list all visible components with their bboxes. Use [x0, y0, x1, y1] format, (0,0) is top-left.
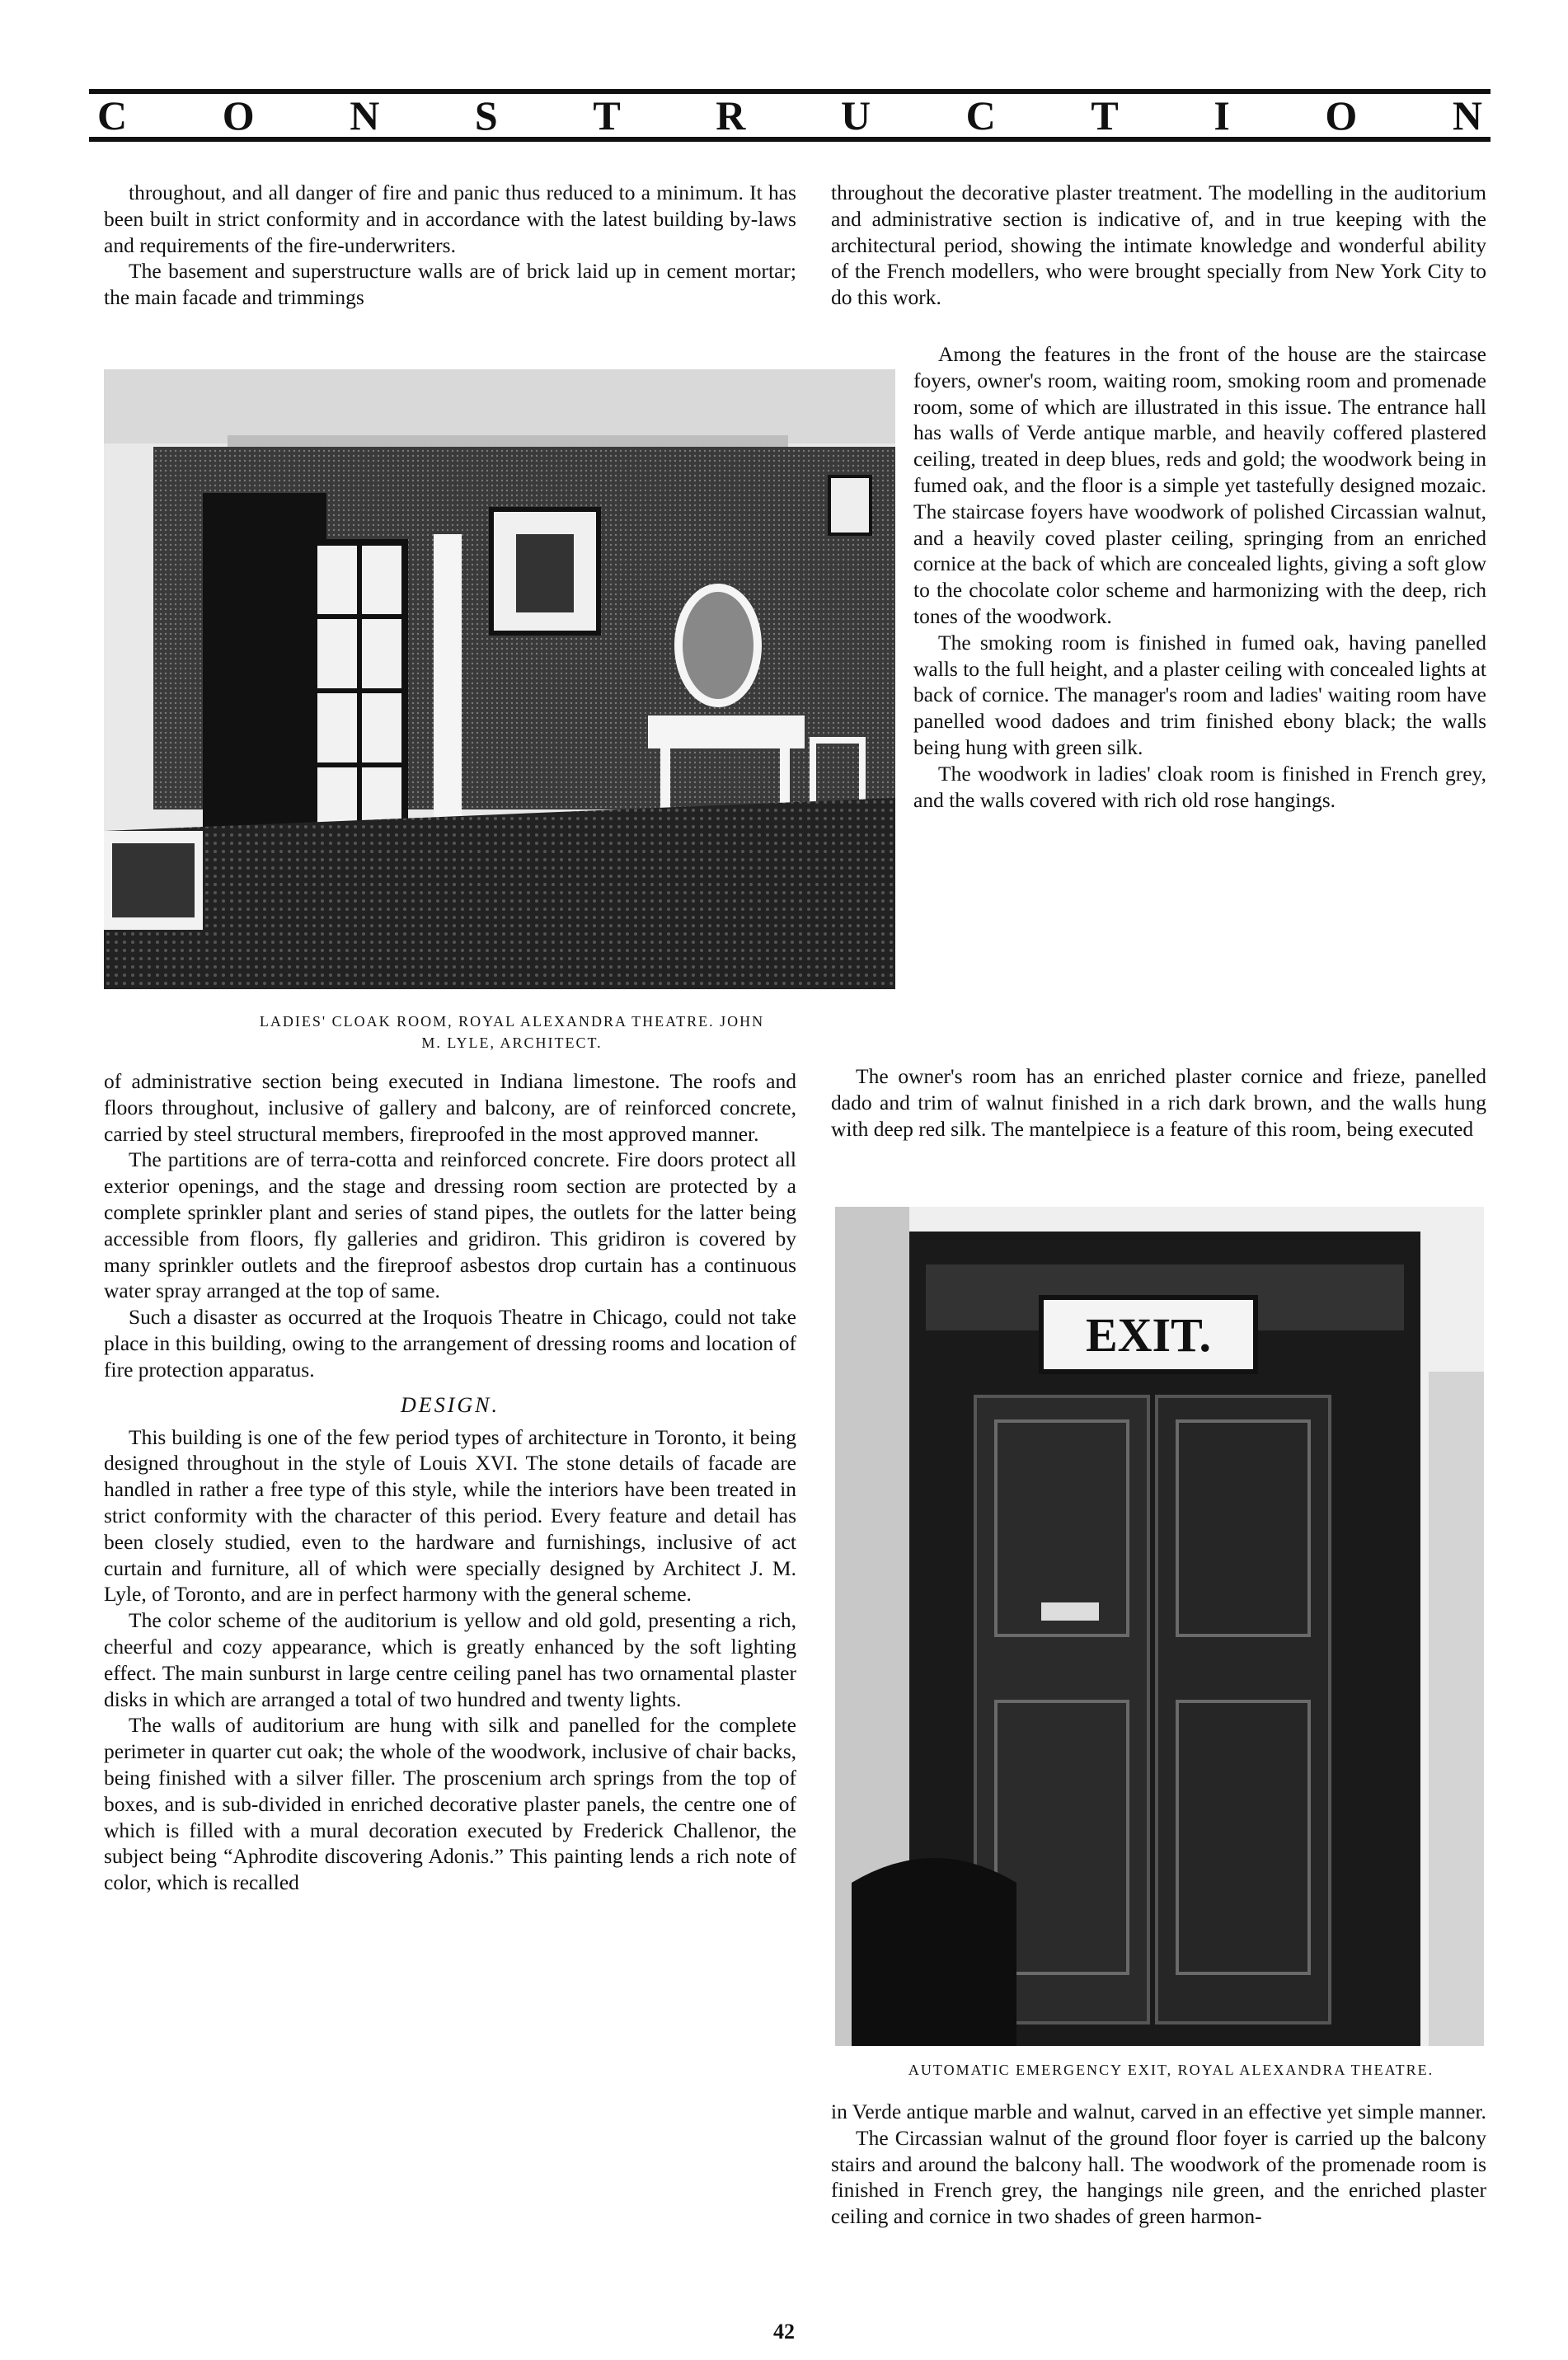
cloak-room-photo — [104, 369, 895, 989]
section-heading: DESIGN. — [401, 1392, 500, 1417]
masthead-letter: O — [1325, 92, 1358, 138]
exit-door-caption — [831, 2059, 1486, 2081]
exit-door-photo — [835, 1207, 1484, 2046]
paragraph: The walls of auditorium are hung with silk and panelled for the complete perimeter in quarter cut oak; the whole of the woodwork, inclusive of chair backs, being finished with a silver filler. The proscenium arch springs from the top of boxes, and is sub-divided in enriched decorative plaster panels, the centre one of which is filled with a mural decoration executed by Frederick Challenor, the subject being “Aphrodite discovering Adonis.” This painting lends a rich note of color, which is recalled — [104, 1713, 796, 1895]
paragraph: The woodwork in ladies' cloak room is finished in French grey, and the walls covered with rich old rose hangings. — [913, 761, 1486, 812]
left-column-body — [104, 1068, 796, 1896]
paragraph: The basement and superstructure walls are of brick laid up in cement mortar; the main facade and trimmings — [104, 259, 796, 310]
exit-sign-text: EXIT. — [1085, 1308, 1212, 1362]
masthead — [89, 89, 1491, 142]
masthead-letter: U — [840, 92, 871, 138]
paragraph: The partitions are of terra-cotta and reinforced concrete. Fire doors protect all exterior openings, and the stage and dressing room section are protected by a complete sprinkler plant and series of stand pipes, the outlets for the latter being accessible from floors, fly galleries and gridiron. This gridiron is covered by many sprinkler outlets and the fireproof asbestos drop curtain has a continuous water spray arranged at the top of same. — [104, 1147, 796, 1303]
caption-line: M. LYLE, ARCHITECT. — [421, 1035, 603, 1051]
masthead-letter: C — [97, 92, 128, 138]
paragraph: The Circassian walnut of the ground floor foyer is carried up the balcony stairs and around the balcony hall. The woodwork of the promenade room is finished in French grey, the hangings nile green, and the enriched plaster ceiling and cornice in two shades of green harmon- — [831, 2125, 1486, 2229]
left-column-top — [104, 180, 796, 311]
paragraph: The color scheme of the auditorium is yellow and old gold, presenting a rich, cheerful and cozy appearance, which is greatly enhanced by the soft lighting effect. The main sunburst in large centre ceiling panel has two ornamental plaster disks in which are arranged a total of two hundred and twenty lights. — [104, 1608, 796, 1711]
cloak-room-caption — [104, 1011, 895, 1053]
caption-line: AUTOMATIC EMERGENCY EXIT, ROYAL ALEXANDRA THEATRE. — [908, 2062, 1434, 2078]
masthead-letter: S — [474, 92, 498, 138]
right-column-narrow — [913, 341, 1486, 813]
exit-door-illustration — [835, 1207, 1484, 2046]
cloak-room-illustration — [104, 369, 895, 989]
paragraph: throughout, and all danger of fire and panic thus reduced to a minimum. It has been built in strict conformity and in accordance with the latest building by-laws and requirements of the fire-underwriters. — [104, 181, 796, 257]
masthead-letter: O — [222, 92, 255, 138]
paragraph: The smoking room is finished in fumed oak, having panelled walls to the full height, and a plaster ceiling with concealed lights at back of cornice. The manager's room and ladies' waiting room have panelled wood dadoes and trim finished ebony black; the walls being hung with green silk. — [913, 630, 1486, 759]
paragraph: throughout the decorative plaster treatment. The modelling in the auditorium and administrative section is indicative of, and in true keeping with the architectural period, showing the intimate knowledge and wonderful ability of the French modellers, who were brought specially from New York City to do this work. — [831, 181, 1486, 310]
page-number: 42 — [773, 2320, 795, 2344]
paragraph: of administrative section being executed in Indiana limestone. The roofs and floors throughout, inclusive of gallery and balcony, are of reinforced concrete, carried by steel structural members, fireproofed in the most approved manner. — [104, 1069, 796, 1146]
masthead-letter: T — [1091, 92, 1119, 138]
masthead-letter: R — [716, 92, 746, 138]
paragraph: The owner's room has an enriched plaster cornice and frieze, panelled dado and trim of walnut finished in a rich dark brown, and the walls hung with deep red silk. The mantelpiece is a feature of this room, being executed — [831, 1064, 1486, 1141]
masthead-letter: N — [1452, 92, 1482, 138]
right-column-top — [831, 180, 1486, 311]
masthead-letter: C — [965, 92, 996, 138]
caption-line: LADIES' CLOAK ROOM, ROYAL ALEXANDRA THEATRE. JOHN — [259, 1013, 765, 1030]
masthead-letter: T — [593, 92, 621, 138]
masthead-letter: I — [1214, 92, 1230, 138]
right-column-wide — [831, 1063, 1486, 1142]
paragraph: Such a disaster as occurred at the Iroquois Theatre in Chicago, could not take place in this building, owing to the arrangement of dressing rooms and location of fire protection apparatus. — [104, 1305, 796, 1382]
right-column-bottom — [831, 2099, 1486, 2230]
paragraph: Among the features in the front of the house are the staircase foyers, owner's room, waiting room, smoking room and promenade room, some of which are illustrated in this issue. The entrance hall has walls of Verde antique marble, and heavily coffered plastered ceiling, treated in deep blues, reds and gold; the woodwork being in fumed oak, and the floor is a simple yet tastefully designed mozaic. The staircase foyers have woodwork of polished Circassian walnut, and a heavily coved plaster ceiling, springing from an enriched cornice at the back of which are concealed lights, giving a soft glow to the chocolate color scheme and harmonizing with the deep, rich tones of the woodwork. — [913, 342, 1486, 628]
masthead-letter: N — [350, 92, 380, 138]
paragraph: This building is one of the few period types of architecture in Toronto, it being designed throughout in the style of Louis XVI. The stone details of facade are handled in rather a free type of this style, while the interiors have been treated in strict conformity with the character of this period. Every feature and detail has been closely studied, even to the hardware and furnishings, inclusive of act curtain and furniture, all of which were specially designed by Architect J. M. Lyle, of Toronto, and are in perfect harmony with the general scheme. — [104, 1424, 796, 1607]
paragraph: in Verde antique marble and walnut, carved in an effective yet simple manner. — [831, 2100, 1486, 2123]
